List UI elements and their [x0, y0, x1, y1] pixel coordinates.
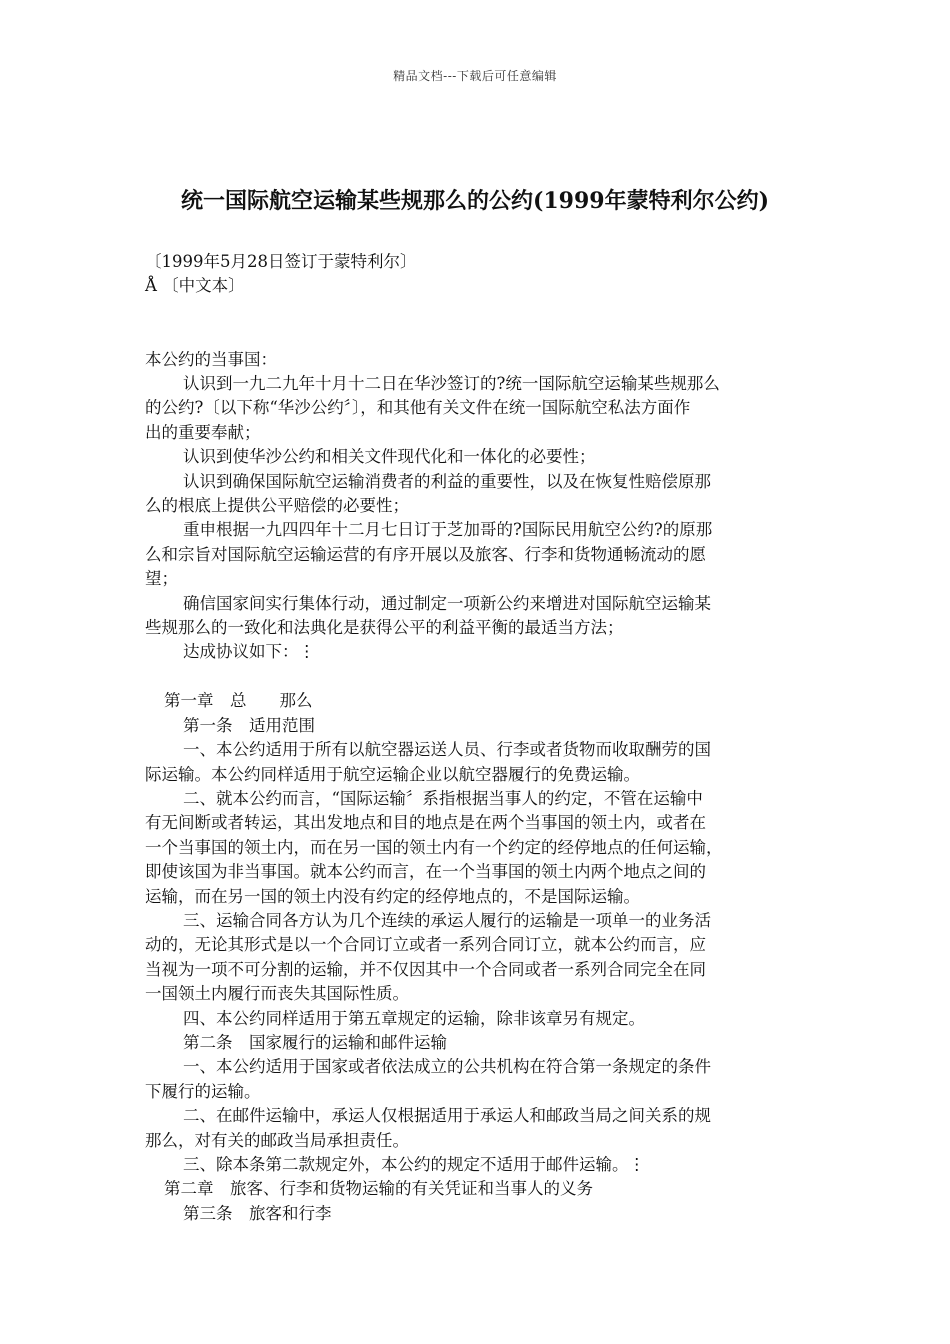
article-heading: 第一条 适用范围 — [183, 715, 315, 735]
preamble-paragraph-line: 认识到使华沙公约和相关文件现代化和一体化的必要性； — [183, 447, 596, 467]
preamble-paragraph-line: 出的重要奉献； — [145, 422, 261, 442]
article-heading: 第三条 旅客和行李 — [183, 1203, 332, 1223]
article-text-line: 动的，无论其形式是以一个合同订立或者一系列合同订立，就本公约而言，应 — [145, 935, 706, 955]
preamble-paragraph-line: 确信国家间实行集体行动，通过制定一项新公约来增进对国际航空运输某 — [183, 593, 711, 613]
preamble-paragraph-line: 么和宗旨对国际航空运输运营的有序开展以及旅客、行李和货物通畅流动的愿 — [145, 544, 706, 564]
article-text-line: 一国领土内履行而丧失其国际性质。 — [145, 984, 409, 1004]
article-text-line: 下履行的运输。 — [145, 1081, 261, 1101]
header-note: 精品文档---下载后可任意编辑 — [393, 69, 557, 83]
article-text-line: 二、在邮件运输中，承运人仅根据适用于承运人和邮政当局之间关系的规 — [183, 1106, 711, 1126]
article-text-line: 二、就本公约而言，“国际运输〞系指根据当事人的约定，不管在运输中 — [183, 788, 703, 808]
article-text-line: 一、本公约适用于国家或者依法成立的公共机构在符合第一条规定的条件 — [183, 1057, 711, 1077]
version-note: Å 〔中文本〕 — [145, 276, 245, 296]
chapter-heading: 第二章 旅客、行李和货物运输的有关凭证和当事人的义务 — [164, 1179, 593, 1199]
preamble-paragraph-line: 认识到确保国际航空运输消费者的利益的重要性，以及在恢复性赔偿原那 — [183, 471, 711, 491]
article-text-line: 四、本公约同样适用于第五章规定的运输，除非该章另有规定。 — [183, 1008, 645, 1028]
article-text-line: 运输，而在另一国的领土内没有约定的经停地点的，不是国际运输。 — [145, 886, 640, 906]
preamble-paragraph-line: 的公约?〔以下称“华沙公约〞〕，和其他有关文件在统一国际航空私法方面作 — [145, 398, 691, 418]
chapter-heading: 第一章 总 那么 — [164, 691, 313, 711]
article-text-line: 际运输。本公约同样适用于航空运输企业以航空器履行的免费运输。 — [145, 764, 640, 784]
article-text-line: 即使该国为非当事国。就本公约而言，在一个当事国的领土内两个地点之间的 — [145, 862, 706, 882]
article-text-line: 当视为一项不可分割的运输，并不仅因其中一个合同或者一系列合同完全在同 — [145, 959, 706, 979]
document-title: 统一国际航空运输某些规那么的公约(1999年蒙特利尔公约) — [180, 188, 770, 214]
signing-info: 〔1999年5月28日签订于蒙特利尔〕 — [145, 252, 417, 271]
preamble-opening: 本公约的当事国： — [145, 349, 277, 369]
preamble-paragraph-line: 么的根底上提供公平赔偿的必要性； — [145, 496, 409, 516]
preamble-paragraph-line: 重申根据一九四四年十二月七日订于芝加哥的?国际民用航空公约?的原那 — [183, 520, 713, 540]
document-body — [145, 250, 817, 1226]
article-text-line: 一个当事国的领土内，而在另一国的领土内有一个约定的经停地点的任何运输， — [145, 837, 723, 857]
article-text-line: 有无间断或者转运，其出发地点和目的地点是在两个当事国的领土内，或者在 — [145, 813, 706, 833]
article-text-line: 一、本公约适用于所有以航空器运送人员、行李或者货物而收取酬劳的国 — [183, 740, 711, 760]
article-text-line: 三、除本条第二款规定外，本公约的规定不适用于邮件运输。⋮ — [183, 1155, 645, 1174]
preamble-paragraph-line: 望； — [145, 569, 178, 589]
article-text-line: 那么，对有关的邮政当局承担责任。 — [145, 1130, 409, 1150]
preamble-agreement: 达成协议如下：⋮ — [183, 642, 315, 662]
article-text-line: 三、运输合同各方认为几个连续的承运人履行的运输是一项单一的业务活 — [183, 910, 711, 930]
preamble-paragraph-line: 认识到一九二九年十月十二日在华沙签订的?统一国际航空运输某些规那么 — [183, 374, 720, 394]
article-heading: 第二条 国家履行的运输和邮件运输 — [183, 1032, 447, 1052]
preamble-paragraph-line: 些规那么的一致化和法典化是获得公平的利益平衡的最适当方法； — [145, 618, 624, 638]
